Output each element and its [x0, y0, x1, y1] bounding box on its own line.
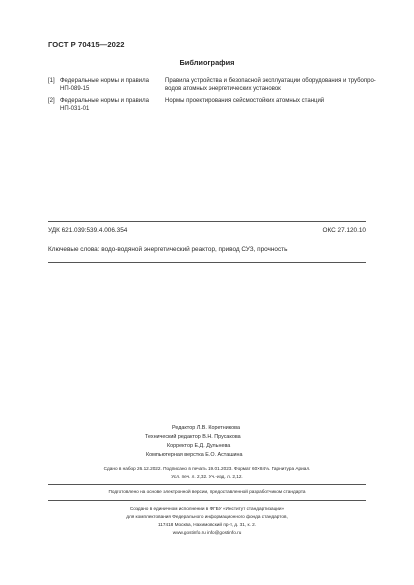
- publisher-web: www.gostinfo.ru info@gostinfo.ru: [172, 530, 242, 535]
- oks-code: ОКС 27.120.10: [322, 227, 366, 234]
- editor: Редактор Л.В. Коретникова: [172, 425, 240, 431]
- publisher-line: для комплектования Федерального информационного фонда стандартов,: [126, 514, 288, 519]
- corrector: Корректор Е.Д. Дульнева: [167, 443, 231, 449]
- reference-text: Нормы проектирования сейсмостойких атомных станций: [165, 98, 325, 104]
- keywords: Ключевые слова: водо-водяной энергетический реактор, привод СУЗ, прочность: [48, 246, 288, 253]
- imprint-divider-top: [48, 484, 366, 485]
- reference-source: Федеральные нормы и правила НП-089-15: [60, 78, 149, 92]
- technical-editor: Технический редактор В.Н. Прусакова: [145, 434, 241, 440]
- print-details: Сдано в набор 26.12.2022. Подписано в печать 19.01.2023. Формат 60×84⅛. Гарнитура Ариал.: [103, 466, 311, 471]
- computer-layout: Компьютерная верстка Е.О. Асташина: [146, 452, 243, 458]
- udk-code: УДК 621.039:539.4.006.354: [48, 227, 128, 234]
- sheet-count: Усл. печ. л. 2,32. Уч.-изд. л. 2,12.: [171, 474, 243, 479]
- publisher-address: 117418 Москва, Нахимовский пр-т, д. 31, к. 2.: [157, 522, 257, 527]
- document-code: ГОСТ Р 70415—2022: [48, 40, 125, 49]
- reference-number: [1]: [48, 78, 55, 84]
- imprint-divider-bottom: [48, 500, 366, 501]
- prepared-note: Подготовлено на основе электронной версии, предоставленной разработчиком стандарта: [108, 489, 306, 494]
- top-divider: [48, 221, 366, 222]
- reference-text: Правила устройства и безопасной эксплуатации оборудования и трубопро- водов атомных энергетических установок: [165, 78, 376, 92]
- bibliography-title: Библиография: [179, 58, 235, 67]
- publisher-line: Создано в единичном исполнении в ФГБУ «Институт стандартизации»: [129, 506, 285, 511]
- reference-source: Федеральные нормы и правила НП-031-01: [60, 98, 149, 112]
- reference-number: [2]: [48, 98, 55, 104]
- bottom-divider: [48, 262, 366, 263]
